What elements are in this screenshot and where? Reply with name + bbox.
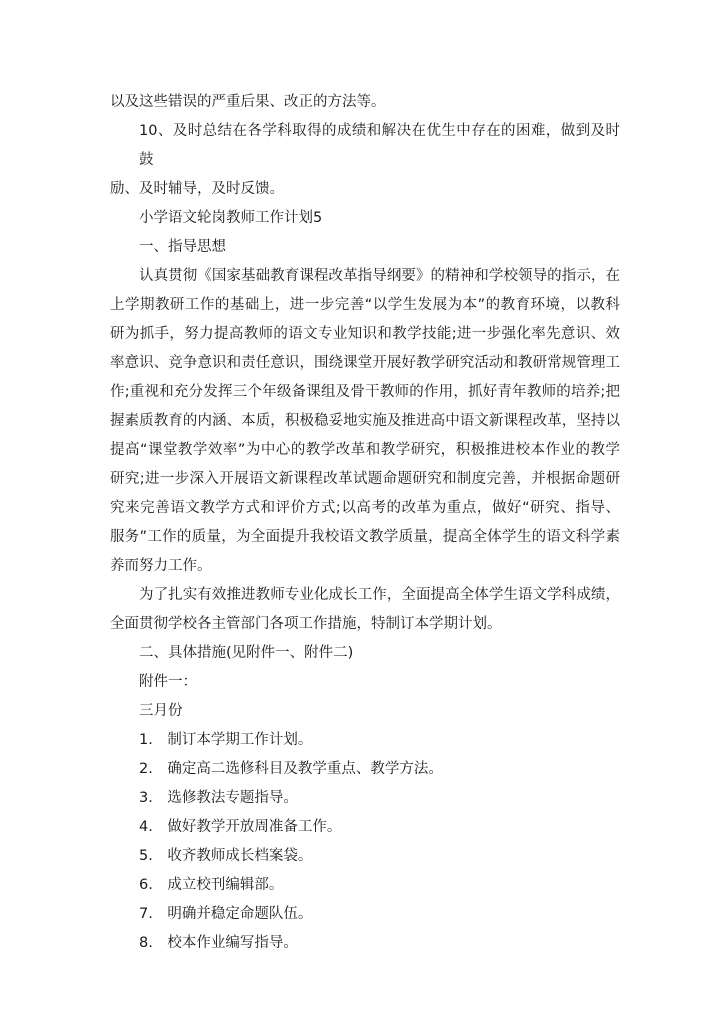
text-line: 10、及时总结在各学科取得的成绩和解决在优生中存在的困难，做到及时鼓: [139, 123, 620, 168]
list-item: 4. 做好教学开放周准备工作。: [139, 819, 342, 835]
text-line: 养而努力工作。: [110, 558, 212, 574]
list-item: 8. 校本作业编写指导。: [139, 935, 298, 951]
section-heading: 一、指导思想: [139, 239, 226, 255]
list-item: 3. 选修教法专题指导。: [139, 790, 298, 806]
text-line: 为了扎实有效推进教师专业化成长工作，全面提高全体学生语文学科成绩，: [139, 587, 620, 603]
text-line: 率意识、竞争意识和责任意识，围绕课堂开展好教学研究活动和教研常规管理工: [110, 355, 620, 371]
text-line: 全面贯彻学校各主管部门各项工作措施，特制订本学期计划。: [110, 616, 502, 632]
text-line: 提高“课堂教学效率”为中心的教学改革和教学研究，积极推进校本作业的教学: [110, 442, 620, 458]
text-line: 认真贯彻《国家基础教育课程改革指导纲要》的精神和学校领导的指示，在: [139, 268, 620, 284]
month-label: 三月份: [139, 703, 183, 719]
list-item: 7. 明确并稳定命题队伍。: [139, 906, 313, 922]
text-line: 上学期教研工作的基础上，进一步完善“以学生发展为本”的教育环境，以教科: [110, 297, 620, 313]
text-line: 励、及时辅导，及时反馈。: [110, 181, 284, 197]
list-item: 5. 收齐教师成长档案袋。: [139, 848, 313, 864]
list-item: 2. 确定高二选修科目及教学重点、教学方法。: [139, 761, 443, 777]
text-line: 作;重视和充分发挥三个年级备课组及骨干教师的作用，抓好青年教师的培养;把: [110, 384, 620, 400]
text-line: 研究;进一步深入开展语文新课程改革试题命题研究和制度完善，并根据命题研: [110, 471, 620, 487]
text-line: 握素质教育的内涵、本质，积极稳妥地实施及推进高中语文新课程改革，坚持以: [110, 413, 620, 429]
text-line: 研为抓手，努力提高教师的语文专业知识和教学技能;进一步强化率先意识、效: [110, 326, 620, 342]
text-line: 以及这些错误的严重后果、改正的方法等。: [110, 94, 386, 110]
section-heading: 二、具体措施(见附件一、附件二): [139, 645, 354, 661]
text-line: 究来完善语文教学方式和评价方式;以高考的改革为重点，做好“研究、指导、: [110, 500, 620, 516]
list-item: 6. 成立校刊编辑部。: [139, 877, 284, 893]
document-page: [110, 88, 620, 958]
appendix-label: 附件一：: [139, 674, 197, 690]
section-title: 小学语文轮岗教师工作计划5: [139, 210, 323, 226]
list-item: 1. 制订本学期工作计划。: [139, 732, 313, 748]
text-line: 服务”工作的质量，为全面提升我校语文教学质量，提高全体学生的语文科学素: [110, 529, 620, 545]
